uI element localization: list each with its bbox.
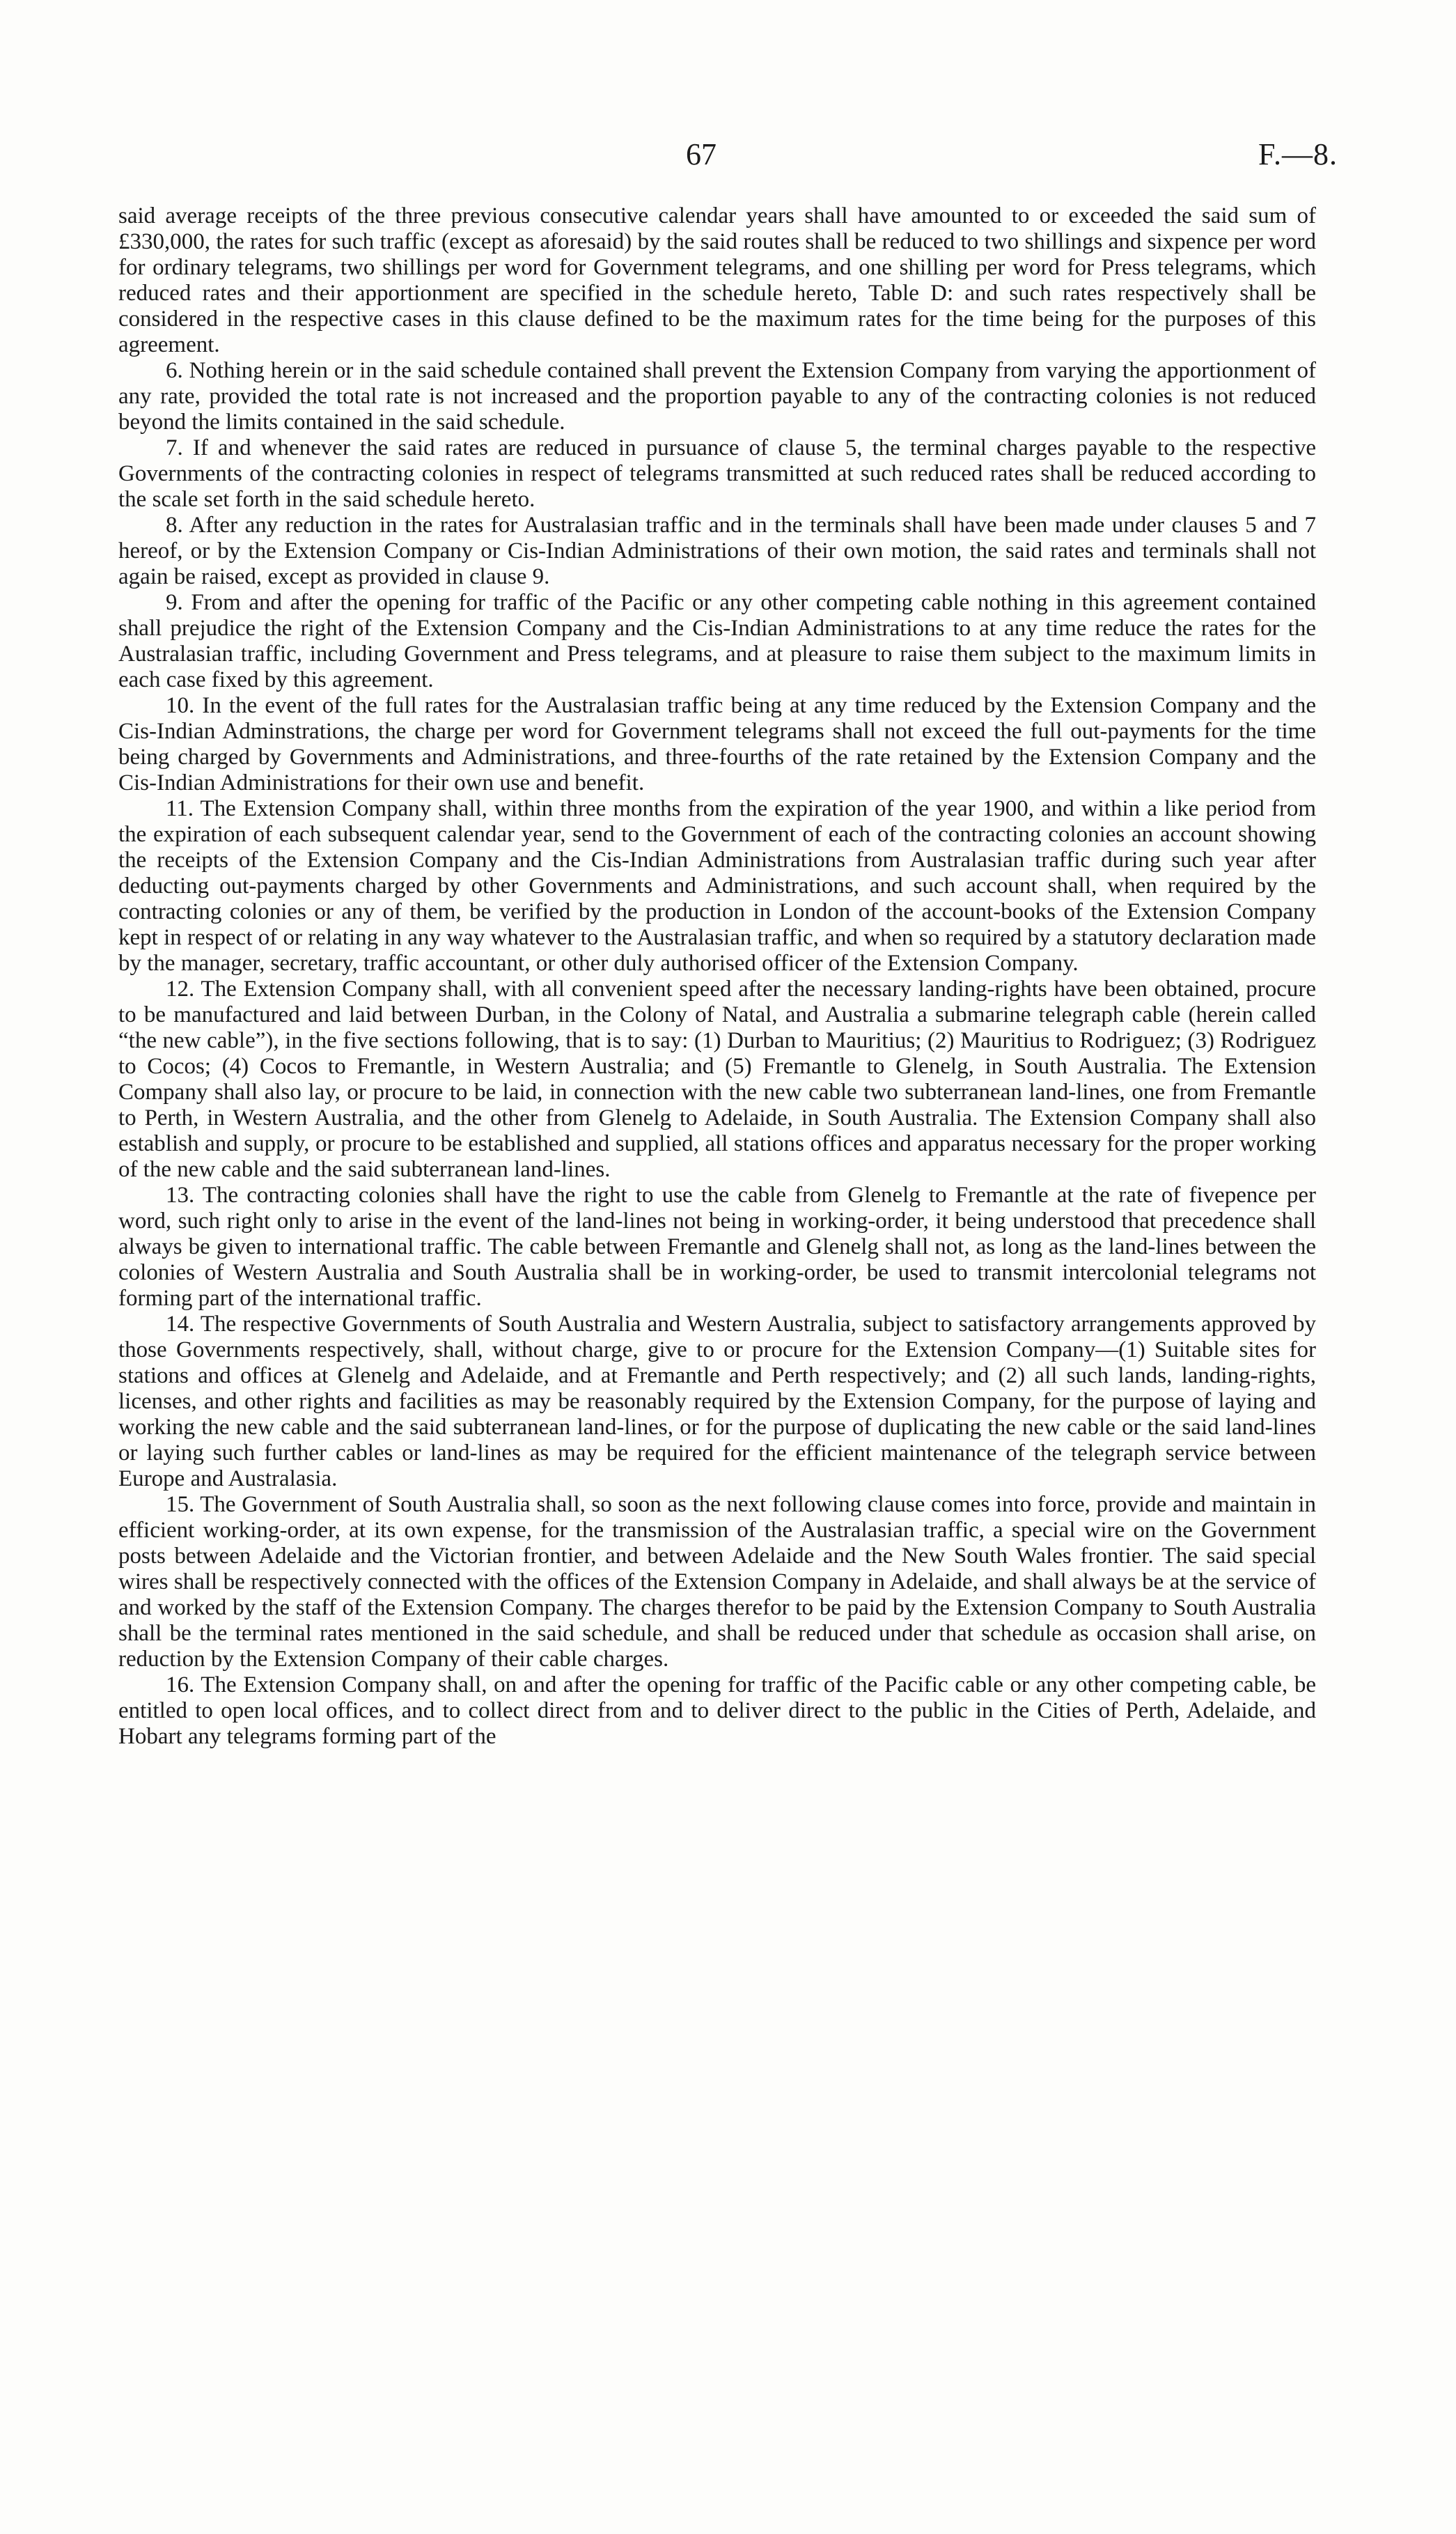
paragraph-continuation: said average receipts of the three previous consecutive calendar years shall have amounted to or exceeded the said sum of £330,000, the rates for such traffic (except as aforesaid) by the said routes shall be reduced to two shillings and sixpence per word for ordinary telegrams, two shillings per word for Government telegrams, and one shilling per word for Press telegrams, which reduced rates and their apportionment are specified in the schedule hereto, Table D: and such rates respectively shall be considered in the respective cases in this clause defined to be the maximum rates for the time being for the purposes of this agreement. [118, 203, 1316, 357]
clause-16: 16. The Extension Company shall, on and after the opening for traffic of the Pacific cable or any other competing cable, be entitled to open local offices, and to collect direct from and to deliver direct to the public in the Cities of Perth, Adelaide, and Hobart any telegrams forming part of the [118, 1672, 1316, 1749]
clause-12: 12. The Extension Company shall, with all convenient speed after the necessary landing-rights have been obtained, procure to be manufactured and laid between Durban, in the Colony of Natal, and Australia a submarine telegraph cable (herein called “the new cable”), in the five sections following, that is to say: (1) Durban to Mauritius; (2) Mauritius to Rodriguez; (3) Rodriguez to Cocos; (4) Cocos to Fremantle, in Western Australia; and (5) Fremantle to Glenelg, in South Australia. The Extension Company shall also lay, or procure to be laid, in connection with the new cable two subterranean land-lines, one from Fremantle to Perth, in Western Australia, and the other from Glenelg to Adelaide, in South Australia. The Extension Company shall also establish and supply, or procure to be established and supplied, all stations offices and apparatus necessary for the proper working of the new cable and the said subterranean land-lines. [118, 977, 1316, 1182]
page-header [0, 137, 1456, 178]
document-reference: F.—8. [1258, 137, 1338, 171]
page-number: 67 [686, 137, 717, 171]
clause-8: 8. After any reduction in the rates for Australasian traffic and in the terminals shall have been made under clauses 5 and 7 hereof, or by the Extension Company or Cis-Indian Administrations of their own motion, the said rates and terminals shall not again be raised, except as provided in clause 9. [118, 513, 1316, 589]
body-text [118, 203, 1316, 1750]
clause-6: 6. Nothing herein or in the said schedule contained shall prevent the Extension Company from varying the apportionment of any rate, provided the total rate is not increased and the proportion payable to any of the contracting colonies is not reduced beyond the limits contained in the said schedule. [118, 358, 1316, 435]
clause-13: 13. The contracting colonies shall have the right to use the cable from Glenelg to Fremantle at the rate of fivepence per word, such right only to arise in the event of the land-lines not being in working-order, it being understood that precedence shall always be given to international traffic. The cable between Fremantle and Glenelg shall not, as long as the land-lines between the colonies of Western Australia and South Australia shall be in working-order, be used to transmit intercolonial telegrams not forming part of the international traffic. [118, 1183, 1316, 1311]
clause-10: 10. In the event of the full rates for the Australasian traffic being at any time reduced by the Extension Company and the Cis-Indian Adminstrations, the charge per word for Government telegrams shall not exceed the full out-payments for the time being charged by Governments and Administrations, and three-fourths of the rate retained by the Extension Company and the Cis-Indian Administrations for their own use and benefit. [118, 693, 1316, 795]
clause-14: 14. The respective Governments of South Australia and Western Australia, subject to satisfactory arrangements approved by those Governments respectively, shall, without charge, give to or procure for the Extension Company—(1) Suitable sites for stations and offices at Glenelg and Adelaide, and at Fremantle and Perth respectively; and (2) all such lands, landing-rights, licenses, and other rights and facilities as may be reasonably required by the Extension Company, for the purpose of laying and working the new cable and the said subterranean land-lines, or for the purpose of duplicating the new cable or the said land-lines or laying such further cables or land-lines as may be required for the efficient maintenance of the telegraph service between Europe and Australasia. [118, 1312, 1316, 1491]
clause-7: 7. If and whenever the said rates are reduced in pursuance of clause 5, the terminal charges payable to the respective Governments of the contracting colonies in respect of telegrams transmitted at such reduced rates shall be reduced according to the scale set forth in the said schedule hereto. [118, 435, 1316, 512]
clause-9: 9. From and after the opening for traffic of the Pacific or any other competing cable nothing in this agreement contained shall prejudice the right of the Extension Company and the Cis-Indian Administrations to at any time reduce the rates for the Australasian traffic, including Government and Press telegrams, and at pleasure to raise them subject to the maximum limits in each case fixed by this agreement. [118, 590, 1316, 692]
clause-15: 15. The Government of South Australia shall, so soon as the next following clause comes into force, provide and maintain in efficient working-order, at its own expense, for the transmission of the Australasian traffic, a special wire on the Government posts between Adelaide and the Victorian frontier, and between Adelaide and the New South Wales frontier. The said special wires shall be respectively connected with the offices of the Extension Company in Adelaide, and shall always be at the service of and worked by the staff of the Extension Company. The charges therefor to be paid by the Extension Company to South Australia shall be the terminal rates mentioned in the said schedule, and shall be reduced under that schedule as occasion shall arise, on reduction by the Extension Company of their cable charges. [118, 1492, 1316, 1672]
clause-11: 11. The Extension Company shall, within three months from the expiration of the year 1900, and within a like period from the expiration of each subsequent calendar year, send to the Government of each of the contracting colonies an account showing the receipts of the Extension Company and the Cis-Indian Administrations from Australasian traffic during such year after deducting out-payments charged by other Governments and Administrations, and such account shall, when required by the contracting colonies or any of them, be verified by the production in London of the account-books of the Extension Company kept in respect of or relating in any way whatever to the Australasian traffic, and when so required by a statutory declaration made by the manager, secretary, traffic accountant, or other duly authorised officer of the Extension Company. [118, 796, 1316, 976]
